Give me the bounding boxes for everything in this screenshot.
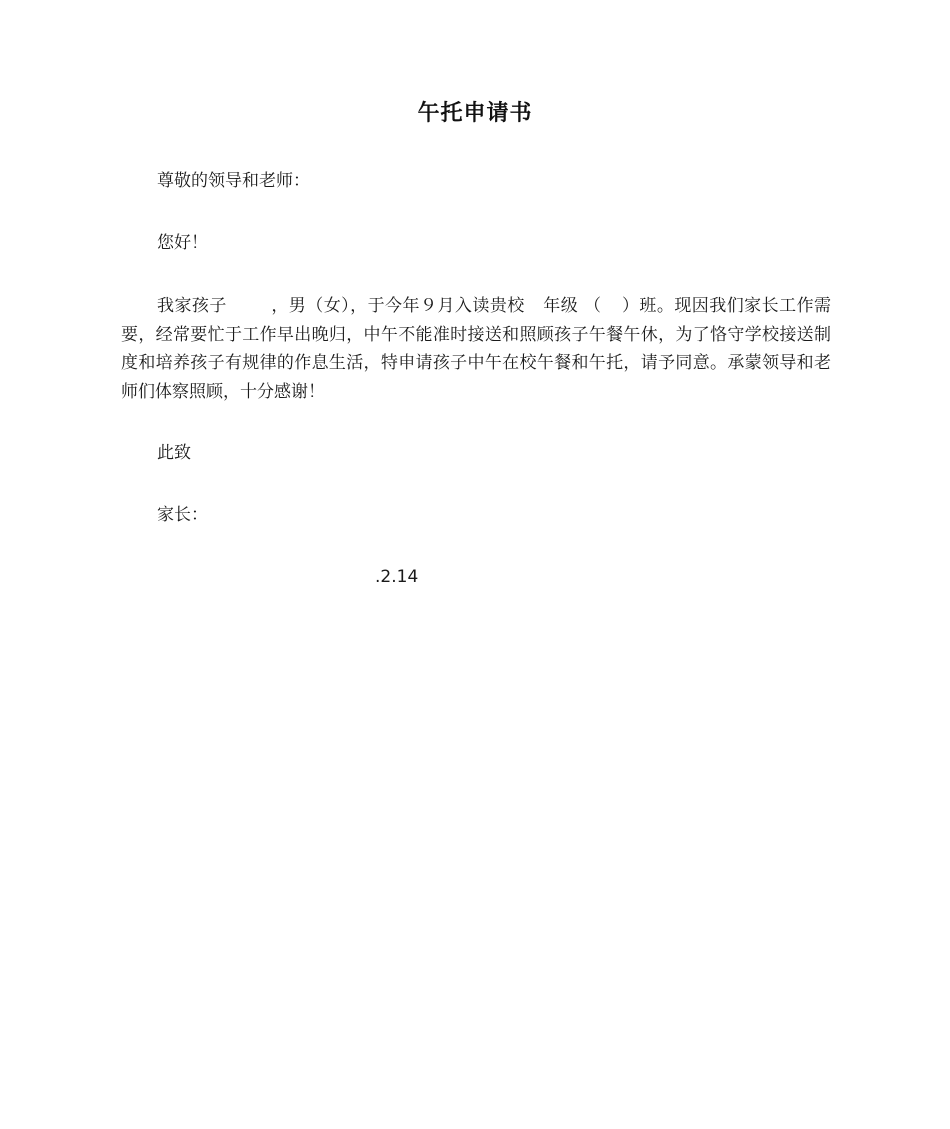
- body-part-1: 我家孩子: [157, 296, 227, 316]
- body-part-3: 年级 （: [542, 296, 602, 316]
- date: .2.14: [375, 567, 419, 587]
- parent-signature-label: 家长：: [157, 505, 208, 525]
- body-part-4: ）班。现因我们家长工作需要，经常要忙于工作早出晚归，中午不能准时接送和照顾孩子午餐午休，为了恪守学校接送制度和培养孩子有规律的作息生活，特申请孩子中午在校午餐和午托，请予同意。承蒙领导和老师们体察照顾，十分感谢！: [121, 296, 832, 402]
- closing: 此致: [157, 443, 191, 463]
- salutation: 尊敬的领导和老师：: [157, 171, 310, 191]
- application-body: [121, 292, 831, 406]
- document-title: 午托申请书: [417, 101, 533, 126]
- greeting: 您好！: [157, 233, 208, 253]
- body-part-2: ，男（女），于今年９月入读贵校: [270, 296, 525, 316]
